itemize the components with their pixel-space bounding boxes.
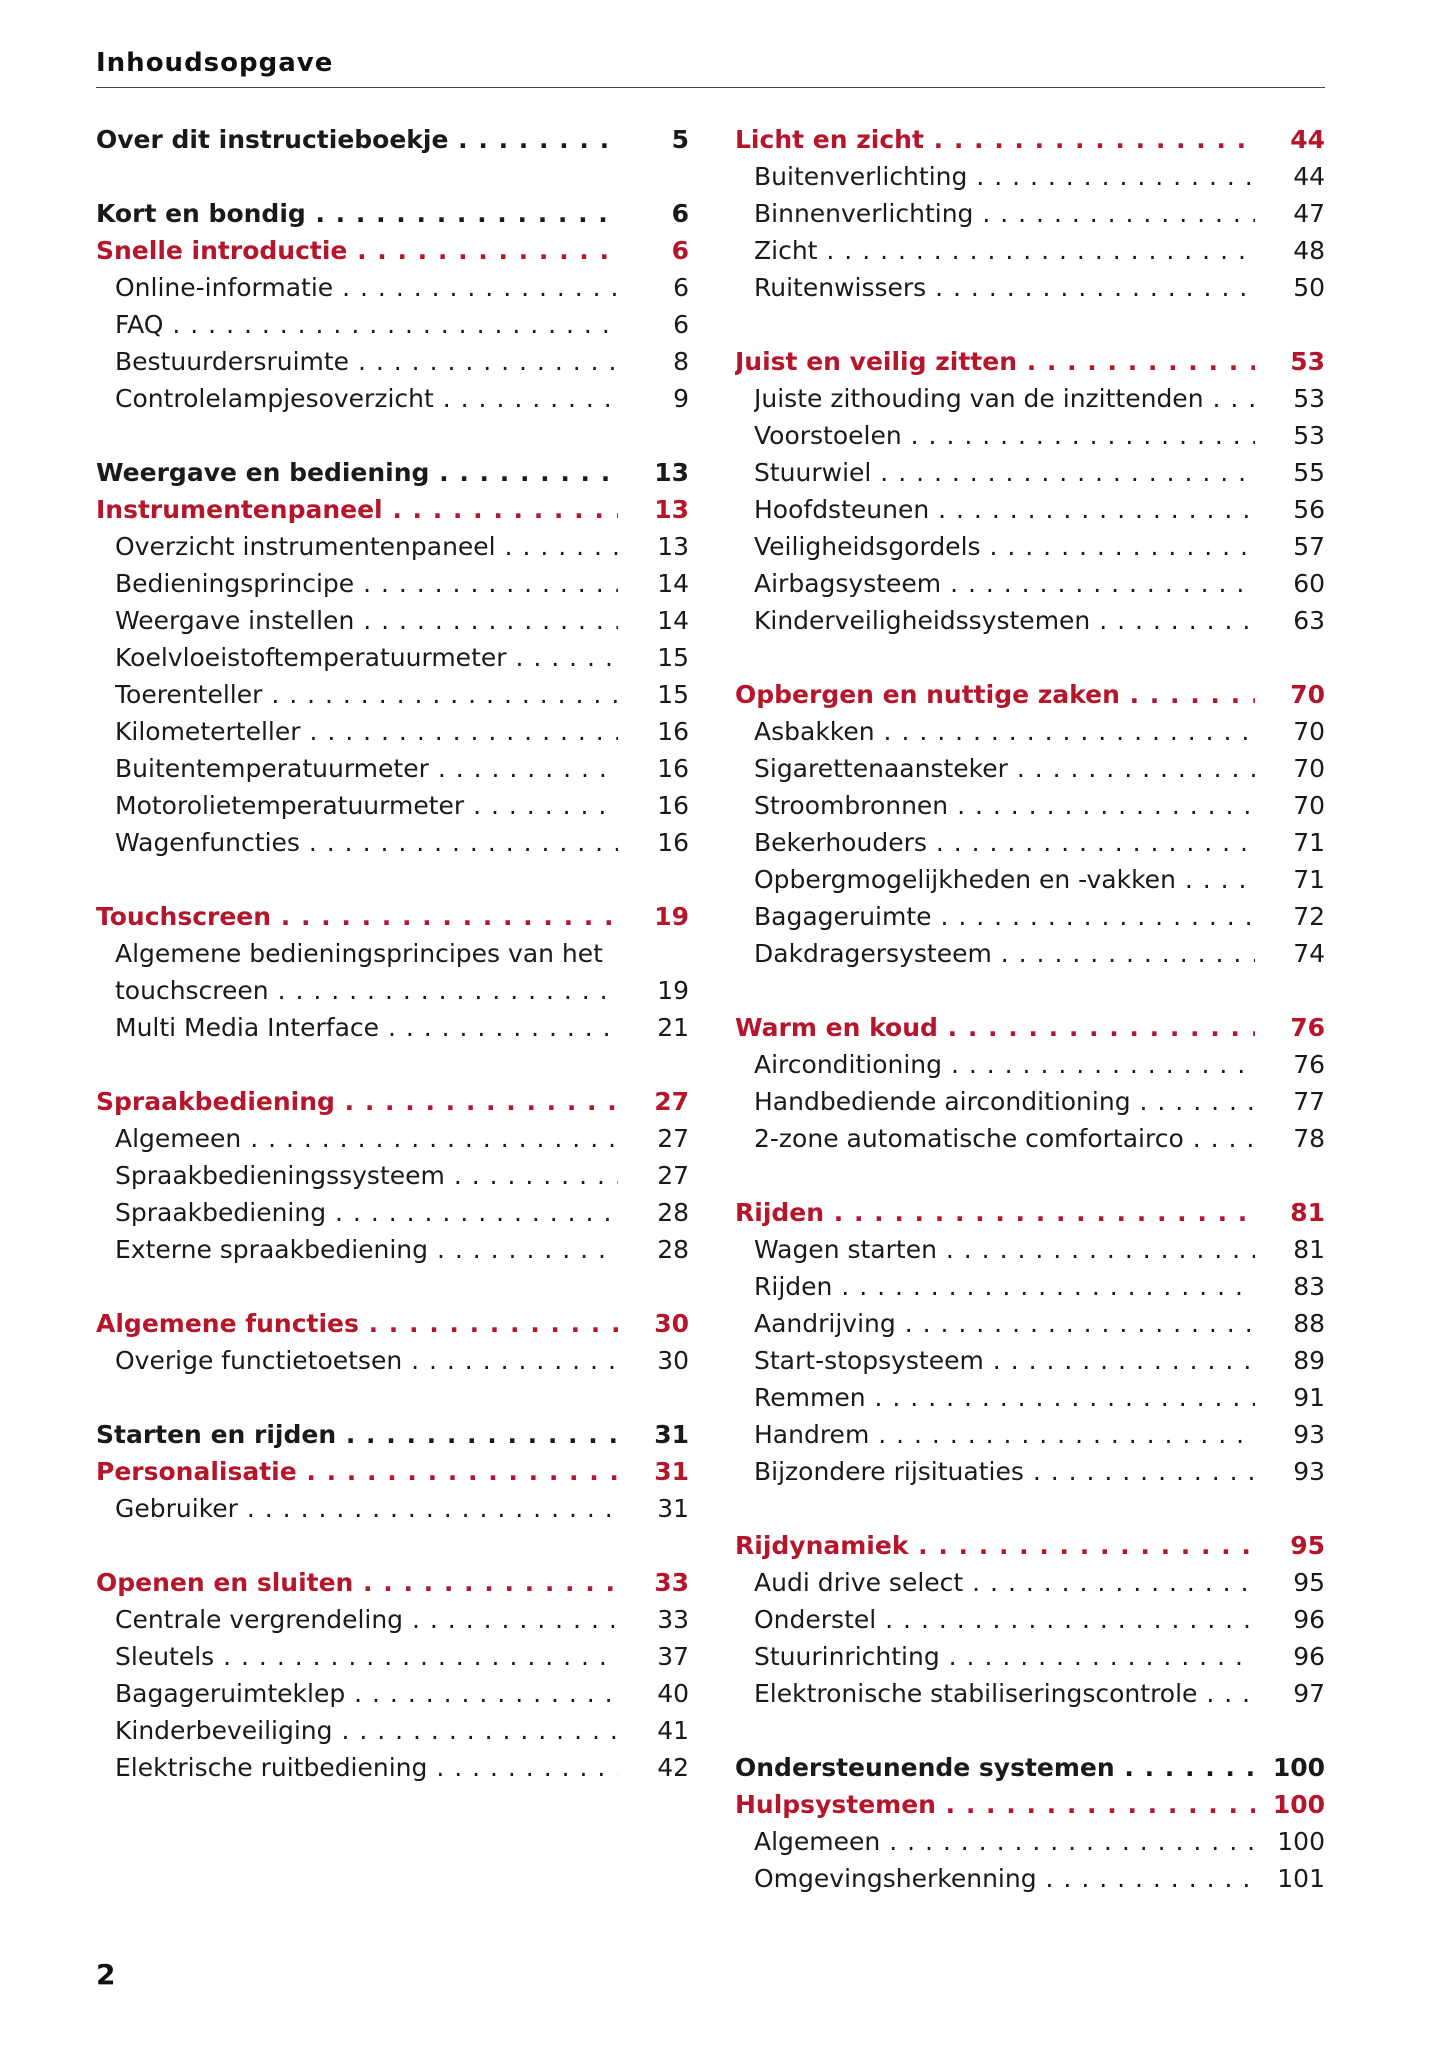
toc-page-number: 8 bbox=[673, 347, 689, 376]
toc-entry[interactable] bbox=[96, 1342, 689, 1379]
toc-page-number: 27 bbox=[657, 1124, 689, 1153]
toc-chapter[interactable] bbox=[96, 1453, 689, 1490]
toc-entry-title: touchscreen . . . bbox=[115, 972, 618, 1009]
toc-entry-title: Dakdragersysteem . . . bbox=[754, 935, 1255, 972]
toc-entry[interactable] bbox=[96, 1120, 689, 1157]
toc-entry-title: Binnenverlichting . . . bbox=[754, 195, 1255, 232]
toc-chapter[interactable] bbox=[96, 1083, 689, 1120]
toc-page-number: 55 bbox=[1293, 458, 1325, 487]
toc-entry-title: Openen en sluiten . . . bbox=[96, 1564, 618, 1601]
toc-entry-title: Handbediende airconditioning . . . bbox=[754, 1083, 1255, 1120]
toc-entry[interactable] bbox=[735, 1268, 1325, 1305]
toc-page-number: 71 bbox=[1293, 865, 1325, 894]
toc-entry-title: Starten en rijden . . . bbox=[96, 1416, 618, 1453]
toc-entry[interactable] bbox=[96, 602, 689, 639]
toc-entry[interactable] bbox=[735, 491, 1325, 528]
toc-chapter[interactable] bbox=[735, 1194, 1325, 1231]
toc-chapter[interactable] bbox=[96, 195, 689, 232]
toc-entry[interactable] bbox=[735, 1379, 1325, 1416]
toc-chapter[interactable] bbox=[735, 121, 1325, 158]
toc-entry[interactable] bbox=[735, 787, 1325, 824]
toc-spacer bbox=[735, 1157, 1325, 1194]
toc-entry-title: Elektronische stabiliseringscontrole . . . bbox=[754, 1675, 1255, 1712]
toc-entry-title: Sleutels . . . bbox=[115, 1638, 618, 1675]
page-number: 2 bbox=[96, 1958, 116, 1991]
toc-page-number: 56 bbox=[1293, 495, 1325, 524]
toc-entry-title: Motorolietemperatuurmeter . . . bbox=[115, 787, 618, 824]
toc-page-number: 40 bbox=[657, 1679, 689, 1708]
toc-entry-title: Over dit instructieboekje . . . bbox=[96, 121, 618, 158]
toc-entry[interactable] bbox=[735, 1823, 1325, 1860]
toc-entry-title: 2-zone automatische comfortairco . . . bbox=[754, 1120, 1255, 1157]
toc-page-number: 31 bbox=[657, 1494, 689, 1523]
toc-entry[interactable] bbox=[735, 454, 1325, 491]
toc-entry-title: Controlelampjesoverzicht . . . bbox=[115, 380, 618, 417]
toc-entry[interactable] bbox=[735, 713, 1325, 750]
toc-entry-title: Start-stopsysteem . . . bbox=[754, 1342, 1255, 1379]
toc-entry-title: Juiste zithouding van de inzittenden . . . bbox=[754, 380, 1255, 417]
toc-entry-title: Centrale vergrendeling . . . bbox=[115, 1601, 618, 1638]
toc-entry[interactable] bbox=[96, 713, 689, 750]
toc-entry[interactable] bbox=[96, 1675, 689, 1712]
toc-chapter[interactable] bbox=[96, 454, 689, 491]
toc-entry[interactable] bbox=[96, 343, 689, 380]
toc-page-number: 63 bbox=[1293, 606, 1325, 635]
toc-page-number: 31 bbox=[654, 1420, 689, 1449]
toc-entry-title: Algemeen . . . bbox=[754, 1823, 1255, 1860]
toc-entry-title: Remmen . . . bbox=[754, 1379, 1255, 1416]
toc-page-number: 89 bbox=[1293, 1346, 1325, 1375]
toc-page-number: 37 bbox=[657, 1642, 689, 1671]
page-header bbox=[96, 48, 1325, 88]
toc-entry[interactable] bbox=[735, 750, 1325, 787]
toc-page-number: 70 bbox=[1293, 717, 1325, 746]
toc-entry-title: Kort en bondig . . . bbox=[96, 195, 618, 232]
toc-page-number: 13 bbox=[654, 495, 689, 524]
toc-entry-title: Stuurinrichting . . . bbox=[754, 1638, 1255, 1675]
toc-page-number: 19 bbox=[657, 976, 689, 1005]
toc-page-number: 27 bbox=[657, 1161, 689, 1190]
toc-page-number: 101 bbox=[1277, 1864, 1325, 1893]
toc-entry-title: Spraakbedieningssysteem . . . bbox=[115, 1157, 618, 1194]
toc-entry-title: Omgevingsherkenning . . . bbox=[754, 1860, 1255, 1897]
toc-page-number: 88 bbox=[1293, 1309, 1325, 1338]
toc-chapter[interactable] bbox=[735, 1786, 1325, 1823]
toc-entry-title: Algemeen . . . bbox=[115, 1120, 618, 1157]
toc-entry[interactable] bbox=[735, 269, 1325, 306]
toc-entry[interactable] bbox=[735, 1860, 1325, 1897]
toc-entry-title: Online-informatie . . . bbox=[115, 269, 618, 306]
toc-entry-title: Bestuurdersruimte . . . bbox=[115, 343, 618, 380]
toc-entry-title: Multi Media Interface . . . bbox=[115, 1009, 618, 1046]
toc-page-number: 41 bbox=[657, 1716, 689, 1745]
toc-entry-title: Warm en koud . . . bbox=[735, 1009, 1255, 1046]
toc-entry[interactable] bbox=[735, 1675, 1325, 1712]
header-title: Inhoudsopgave bbox=[96, 48, 334, 78]
toc-chapter[interactable] bbox=[735, 343, 1325, 380]
toc-spacer bbox=[735, 306, 1325, 343]
toc-page-number: 53 bbox=[1293, 384, 1325, 413]
toc-entry[interactable] bbox=[96, 1601, 689, 1638]
toc-entry[interactable] bbox=[735, 861, 1325, 898]
toc-entry-title: Overzicht instrumentenpaneel . . . bbox=[115, 528, 618, 565]
toc-chapter[interactable] bbox=[96, 491, 689, 528]
toc-page-number: 74 bbox=[1293, 939, 1325, 968]
toc-entry[interactable] bbox=[735, 1453, 1325, 1490]
toc-entry[interactable] bbox=[735, 1342, 1325, 1379]
toc-entry-title: Externe spraakbediening . . . bbox=[115, 1231, 618, 1268]
toc-entry-title: Algemene bedieningsprincipes van het bbox=[115, 939, 603, 968]
toc-page-number: 13 bbox=[657, 532, 689, 561]
toc-entry[interactable] bbox=[735, 1120, 1325, 1157]
toc-entry[interactable] bbox=[96, 935, 689, 972]
toc-page-number: 71 bbox=[1293, 828, 1325, 857]
toc-entry[interactable] bbox=[735, 1046, 1325, 1083]
toc-page-number: 30 bbox=[657, 1346, 689, 1375]
toc-entry-title: Instrumentenpaneel . . . bbox=[96, 491, 618, 528]
toc-entry-title: Gebruiker . . . bbox=[115, 1490, 618, 1527]
toc-page-number: 93 bbox=[1293, 1457, 1325, 1486]
toc-entry[interactable] bbox=[735, 1083, 1325, 1120]
toc-page-number: 33 bbox=[657, 1605, 689, 1634]
toc-entry[interactable] bbox=[735, 898, 1325, 935]
toc-page-number: 28 bbox=[657, 1235, 689, 1264]
toc-entry[interactable] bbox=[735, 1231, 1325, 1268]
toc-page-number: 70 bbox=[1290, 680, 1325, 709]
toc-entry[interactable] bbox=[735, 417, 1325, 454]
toc-chapter[interactable] bbox=[96, 898, 689, 935]
toc-page-number: 93 bbox=[1293, 1420, 1325, 1449]
toc-entry-title: Aandrijving . . . bbox=[754, 1305, 1255, 1342]
toc-page-number: 5 bbox=[671, 125, 689, 154]
toc-page-number: 70 bbox=[1293, 754, 1325, 783]
toc-entry-title: Hoofdsteunen . . . bbox=[754, 491, 1255, 528]
toc-spacer bbox=[96, 1527, 689, 1564]
toc-page-number: 95 bbox=[1293, 1568, 1325, 1597]
toc-entry-title: Airbagsysteem . . . bbox=[754, 565, 1255, 602]
toc-page-number: 44 bbox=[1290, 125, 1325, 154]
toc-chapter[interactable] bbox=[96, 121, 689, 158]
toc-entry[interactable] bbox=[735, 935, 1325, 972]
toc-entry-title: Handrem . . . bbox=[754, 1416, 1255, 1453]
toc-page-number: 16 bbox=[657, 754, 689, 783]
toc-entry[interactable] bbox=[96, 787, 689, 824]
toc-entry[interactable] bbox=[96, 972, 689, 1009]
toc-page-number: 16 bbox=[657, 717, 689, 746]
toc-column-left bbox=[96, 121, 689, 1786]
toc-entry-title: Voorstoelen . . . bbox=[754, 417, 1255, 454]
toc-entry-title: Buitentemperatuurmeter . . . bbox=[115, 750, 618, 787]
toc-entry[interactable] bbox=[96, 528, 689, 565]
toc-page-number: 19 bbox=[654, 902, 689, 931]
toc-entry-title: Toerenteller . . . bbox=[115, 676, 618, 713]
toc-entry[interactable] bbox=[96, 1009, 689, 1046]
toc-entry-title: Algemene functies . . . bbox=[96, 1305, 618, 1342]
toc-spacer bbox=[735, 1490, 1325, 1527]
toc-page-number: 16 bbox=[657, 828, 689, 857]
toc-chapter[interactable] bbox=[96, 1564, 689, 1601]
toc-entry-title: Juist en veilig zitten . . . bbox=[735, 343, 1255, 380]
toc-entry[interactable] bbox=[735, 1638, 1325, 1675]
toc-entry-title: Hulpsystemen . . . bbox=[735, 1786, 1255, 1823]
toc-entry-title: Opbergen en nuttige zaken . . . bbox=[735, 676, 1255, 713]
toc-page-number: 15 bbox=[657, 643, 689, 672]
toc-page-number: 13 bbox=[654, 458, 689, 487]
toc-entry[interactable] bbox=[96, 1194, 689, 1231]
toc-page-number: 78 bbox=[1293, 1124, 1325, 1153]
toc-entry-title: Rijden . . . bbox=[754, 1268, 1255, 1305]
toc-entry-title: Bijzondere rijsituaties . . . bbox=[754, 1453, 1255, 1490]
toc-page-number: 6 bbox=[671, 236, 689, 265]
toc-page-number: 70 bbox=[1293, 791, 1325, 820]
toc-page-number: 33 bbox=[654, 1568, 689, 1597]
toc-entry-title: Bedieningsprincipe . . . bbox=[115, 565, 618, 602]
toc-page-number: 30 bbox=[654, 1309, 689, 1338]
toc-entry-title: Audi drive select . . . bbox=[754, 1564, 1255, 1601]
toc-page-number: 60 bbox=[1293, 569, 1325, 598]
toc-page-number: 53 bbox=[1293, 421, 1325, 450]
toc-spacer bbox=[96, 1046, 689, 1083]
toc-page-number: 53 bbox=[1290, 347, 1325, 376]
toc-entry-title: Kinderbeveiliging . . . bbox=[115, 1712, 618, 1749]
toc-entry[interactable] bbox=[735, 602, 1325, 639]
toc-column-right bbox=[735, 121, 1325, 1897]
toc-page-number: 14 bbox=[657, 606, 689, 635]
toc-entry[interactable] bbox=[96, 380, 689, 417]
toc-entry[interactable] bbox=[96, 1712, 689, 1749]
toc-page-number: 31 bbox=[654, 1457, 689, 1486]
toc-page-number: 97 bbox=[1293, 1679, 1325, 1708]
toc-entry[interactable] bbox=[96, 1638, 689, 1675]
toc-page-number: 15 bbox=[657, 680, 689, 709]
toc-entry-title: Koelvloeistoftemperatuurmeter . . . bbox=[115, 639, 618, 676]
toc-page-number: 100 bbox=[1277, 1827, 1325, 1856]
toc-entry[interactable] bbox=[735, 1416, 1325, 1453]
toc-page-number: 16 bbox=[657, 791, 689, 820]
toc-entry-title: Rijden . . . bbox=[735, 1194, 1255, 1231]
toc-entry-title: Wagenfuncties . . . bbox=[115, 824, 618, 861]
toc-entry[interactable] bbox=[96, 824, 689, 861]
toc-page-number: 27 bbox=[654, 1087, 689, 1116]
toc-chapter[interactable] bbox=[735, 1749, 1325, 1786]
toc-entry-title: Asbakken . . . bbox=[754, 713, 1255, 750]
toc-entry-title: Bagageruimte . . . bbox=[754, 898, 1255, 935]
toc-entry-title: Bagageruimteklep . . . bbox=[115, 1675, 618, 1712]
toc-page-number: 44 bbox=[1293, 162, 1325, 191]
toc-spacer bbox=[96, 158, 689, 195]
toc-page-number: 96 bbox=[1293, 1605, 1325, 1634]
toc-entry[interactable] bbox=[735, 195, 1325, 232]
toc-spacer bbox=[735, 972, 1325, 1009]
toc-entry-title: Weergave instellen . . . bbox=[115, 602, 618, 639]
toc-entry-title: Rijdynamiek . . . bbox=[735, 1527, 1255, 1564]
toc-entry-title: Onderstel . . . bbox=[754, 1601, 1255, 1638]
toc-entry-title: Spraakbediening . . . bbox=[115, 1194, 618, 1231]
toc-chapter[interactable] bbox=[735, 676, 1325, 713]
toc-page-number: 57 bbox=[1293, 532, 1325, 561]
toc-page-number: 81 bbox=[1290, 1198, 1325, 1227]
toc-page-number: 21 bbox=[657, 1013, 689, 1042]
toc-entry-title: FAQ . . . bbox=[115, 306, 618, 343]
toc-entry[interactable] bbox=[735, 1564, 1325, 1601]
toc-entry[interactable] bbox=[735, 565, 1325, 602]
toc-entry-title: Airconditioning . . . bbox=[754, 1046, 1255, 1083]
toc-entry-title: Spraakbediening . . . bbox=[96, 1083, 618, 1120]
toc-page-number: 28 bbox=[657, 1198, 689, 1227]
toc-chapter[interactable] bbox=[735, 1527, 1325, 1564]
toc-page-number: 6 bbox=[673, 310, 689, 339]
toc-chapter[interactable] bbox=[96, 1416, 689, 1453]
toc-spacer bbox=[96, 1268, 689, 1305]
toc-page-number: 83 bbox=[1293, 1272, 1325, 1301]
toc-entry-title: Kinderveiligheidssystemen . . . bbox=[754, 602, 1255, 639]
toc-entry-title: Wagen starten . . . bbox=[754, 1231, 1255, 1268]
toc-page-number: 76 bbox=[1290, 1013, 1325, 1042]
toc-entry[interactable] bbox=[735, 528, 1325, 565]
toc-entry-title: Stuurwiel . . . bbox=[754, 454, 1255, 491]
toc-entry[interactable] bbox=[96, 639, 689, 676]
toc-entry-title: Opbergmogelijkheden en -vakken . . . bbox=[754, 861, 1255, 898]
toc-page-number: 42 bbox=[657, 1753, 689, 1782]
toc-page-number: 77 bbox=[1293, 1087, 1325, 1116]
toc-entry[interactable] bbox=[735, 380, 1325, 417]
toc-entry[interactable] bbox=[96, 565, 689, 602]
toc-chapter[interactable] bbox=[96, 1305, 689, 1342]
toc-entry-title: Buitenverlichting . . . bbox=[754, 158, 1255, 195]
toc-entry[interactable] bbox=[735, 824, 1325, 861]
toc-entry-title: Personalisatie . . . bbox=[96, 1453, 618, 1490]
toc-entry[interactable] bbox=[96, 676, 689, 713]
toc-chapter[interactable] bbox=[96, 232, 689, 269]
toc-page-number: 50 bbox=[1293, 273, 1325, 302]
toc-entry-title: Sigarettenaansteker . . . bbox=[754, 750, 1255, 787]
toc-page-number: 100 bbox=[1272, 1790, 1325, 1819]
toc-page-number: 48 bbox=[1293, 236, 1325, 265]
toc-entry-title: Ondersteunende systemen . . . bbox=[735, 1749, 1255, 1786]
toc-spacer bbox=[735, 1712, 1325, 1749]
toc-entry-title: Touchscreen . . . bbox=[96, 898, 618, 935]
toc-page-number: 9 bbox=[673, 384, 689, 413]
toc-page-number: 72 bbox=[1293, 902, 1325, 931]
toc-entry-title: Overige functietoetsen . . . bbox=[115, 1342, 618, 1379]
toc-entry[interactable] bbox=[96, 269, 689, 306]
toc-entry[interactable] bbox=[735, 232, 1325, 269]
toc-entry-title: Zicht . . . bbox=[754, 232, 1255, 269]
toc-chapter[interactable] bbox=[735, 1009, 1325, 1046]
toc-entry-title: Elektrische ruitbediening . . . bbox=[115, 1749, 618, 1786]
toc-entry[interactable] bbox=[735, 158, 1325, 195]
toc-entry[interactable] bbox=[735, 1305, 1325, 1342]
toc-entry-title: Licht en zicht . . . bbox=[735, 121, 1255, 158]
toc-spacer bbox=[96, 1379, 689, 1416]
toc-page-number: 100 bbox=[1272, 1753, 1325, 1782]
toc-entry-title: Weergave en bediening . . . bbox=[96, 454, 618, 491]
toc-entry[interactable] bbox=[96, 750, 689, 787]
toc-entry-title: Veiligheidsgordels . . . bbox=[754, 528, 1255, 565]
toc-page-number: 14 bbox=[657, 569, 689, 598]
toc-entry[interactable] bbox=[96, 1749, 689, 1786]
toc-page-number: 81 bbox=[1293, 1235, 1325, 1264]
toc-page-number: 6 bbox=[673, 273, 689, 302]
toc-entry[interactable] bbox=[96, 1231, 689, 1268]
toc-entry[interactable] bbox=[735, 1601, 1325, 1638]
toc-entry-title: Snelle introductie . . . bbox=[96, 232, 618, 269]
toc-entry[interactable] bbox=[96, 1490, 689, 1527]
toc-entry[interactable] bbox=[96, 306, 689, 343]
toc-page-number: 95 bbox=[1290, 1531, 1325, 1560]
toc-spacer bbox=[96, 861, 689, 898]
toc-entry-title: Ruitenwissers . . . bbox=[754, 269, 1255, 306]
toc-entry-title: Stroombronnen . . . bbox=[754, 787, 1255, 824]
toc-spacer bbox=[96, 417, 689, 454]
toc-entry-title: Kilometerteller . . . bbox=[115, 713, 618, 750]
toc-page-number: 6 bbox=[671, 199, 689, 228]
toc-page-number: 76 bbox=[1293, 1050, 1325, 1079]
toc-page-number: 47 bbox=[1293, 199, 1325, 228]
toc-entry[interactable] bbox=[96, 1157, 689, 1194]
toc-page-number: 96 bbox=[1293, 1642, 1325, 1671]
toc-entry-title: Bekerhouders . . . bbox=[754, 824, 1255, 861]
toc-spacer bbox=[735, 639, 1325, 676]
toc-page-number: 91 bbox=[1293, 1383, 1325, 1412]
